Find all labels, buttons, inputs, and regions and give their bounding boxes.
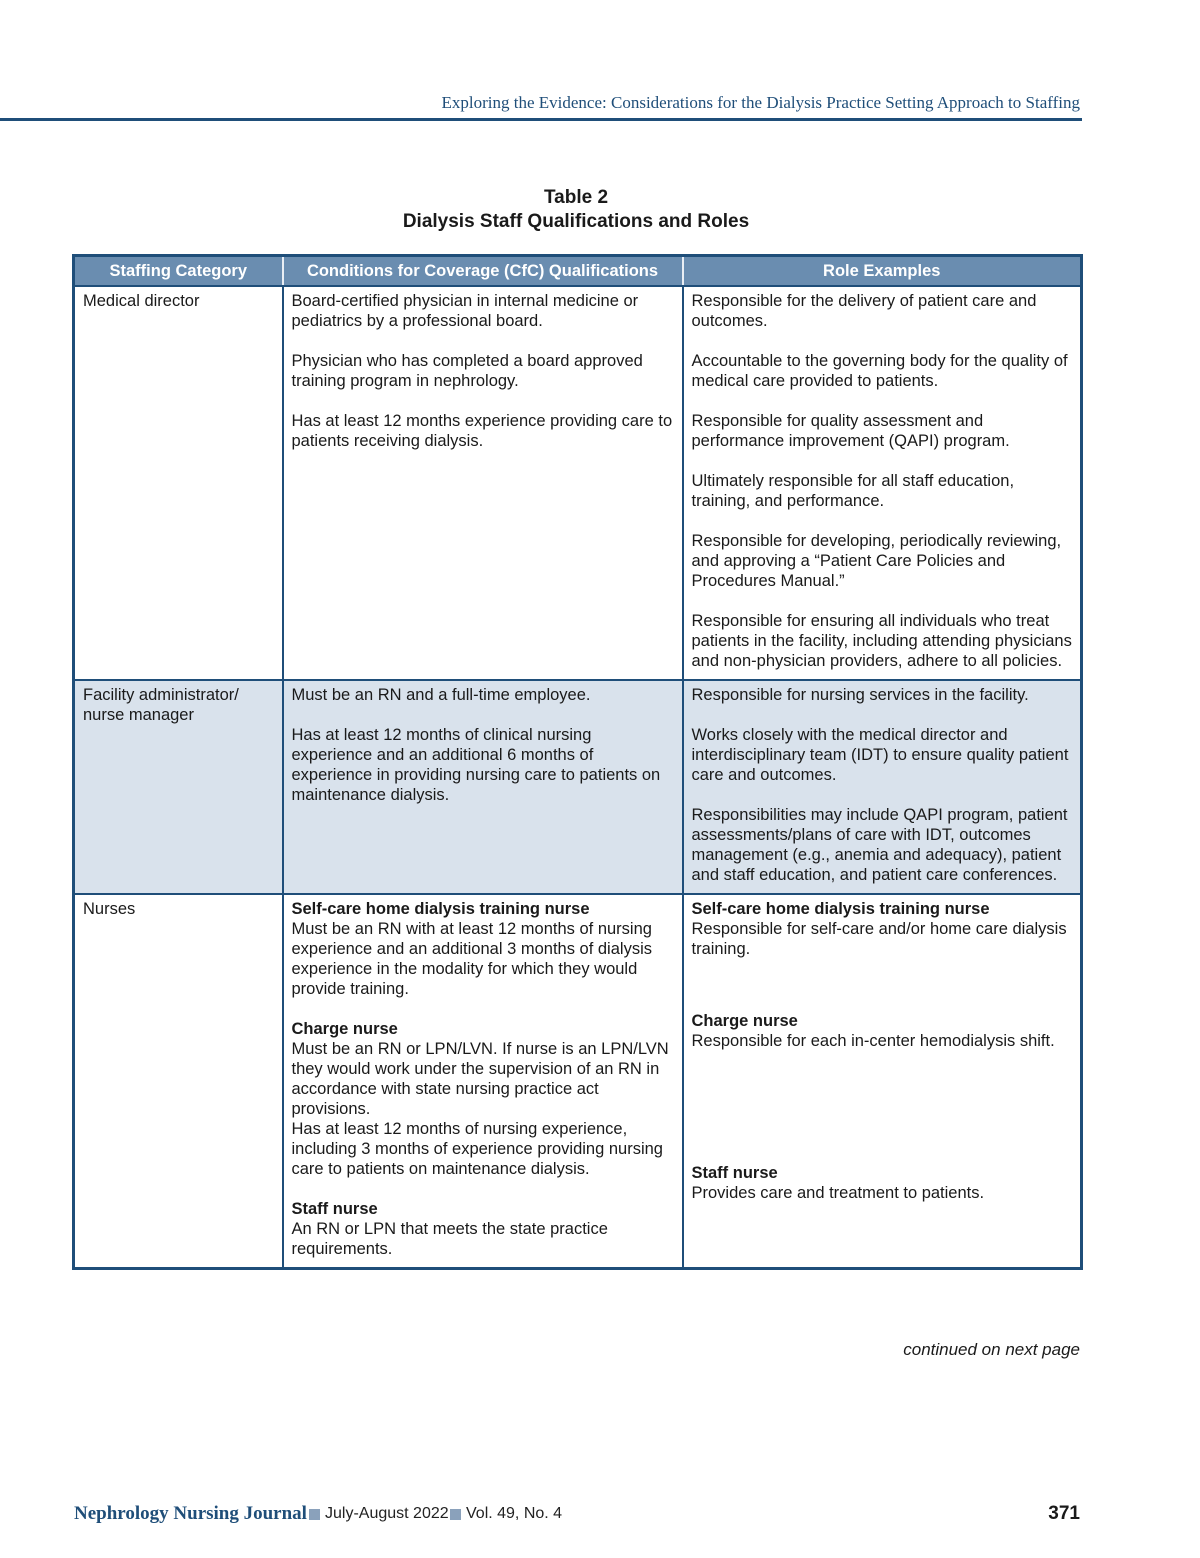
qualification-text: Must be an RN and a full-time employee. bbox=[291, 686, 591, 704]
role-text: Ultimately responsible for all staff education, training, and performance. bbox=[691, 472, 1015, 510]
category-cell: Medical director bbox=[74, 286, 283, 680]
table-caption bbox=[72, 186, 1080, 234]
qualification-block bbox=[292, 1199, 674, 1259]
category-cell: Nurses bbox=[74, 894, 283, 1269]
table-row bbox=[74, 680, 1082, 894]
role-subheading: Self-care home dialysis training nurse bbox=[691, 900, 990, 918]
qualifications-cell bbox=[283, 894, 683, 1269]
role-text: Responsible for each in-center hemodialysis shift. bbox=[691, 1032, 1055, 1050]
role-text: Responsible for developing, periodically reviewing, and approving a “Patient Care Policies and Procedures Manual.” bbox=[691, 532, 1062, 590]
staff-qualifications-table bbox=[72, 254, 1083, 1270]
running-head-rule bbox=[0, 118, 1082, 121]
qualification-text: Has at least 12 months experience providing care to patients receiving dialysis. bbox=[291, 412, 673, 450]
qualifications-cell bbox=[283, 286, 683, 680]
spacer bbox=[692, 1051, 1073, 1163]
separator-square-icon bbox=[450, 1509, 461, 1520]
qualification-text: An RN or LPN that meets the state practice requirements. bbox=[291, 1220, 608, 1258]
header-role-examples: Role Examples bbox=[683, 256, 1082, 287]
qualification-text: Has at least 12 months of nursing experience, including 3 months of experience providing nursing care to patients on maintenance dialysis. bbox=[291, 1120, 663, 1178]
qualification-block bbox=[292, 899, 674, 999]
qualification-text: Must be an RN or LPN/LVN. If nurse is an LPN/LVN they would work under the supervision of an RN in accordance with state nursing practice act provisions. bbox=[291, 1040, 669, 1118]
role-text: Responsibilities may include QAPI program, patient assessments/plans of care with IDT, outcomes management (e.g., anemia and adequacy), patient and staff education, and patient care conferences. bbox=[691, 806, 1068, 884]
header-staffing-category: Staffing Category bbox=[74, 256, 283, 287]
role-block bbox=[692, 1163, 1073, 1203]
volume-number: Vol. 49, No. 4 bbox=[466, 1505, 563, 1522]
spacer bbox=[692, 959, 1073, 1011]
page-number: 371 bbox=[1048, 1503, 1080, 1524]
qualification-text: Board-certified physician in internal medicine or pediatrics by a professional board. bbox=[291, 292, 639, 330]
role-text: Accountable to the governing body for the quality of medical care provided to patients. bbox=[691, 352, 1068, 390]
table-title: Dialysis Staff Qualifications and Roles bbox=[402, 211, 750, 232]
qualification-block bbox=[292, 1019, 674, 1179]
role-text: Works closely with the medical director and interdisciplinary team (IDT) to ensure quality patient care and outcomes. bbox=[691, 726, 1069, 784]
role-text: Responsible for self-care and/or home care dialysis training. bbox=[691, 920, 1067, 958]
journal-name: Nephrology Nursing Journal bbox=[74, 1503, 307, 1524]
running-head: Exploring the Evidence: Considerations for the Dialysis Practice Setting Approach to Staffing bbox=[441, 93, 1080, 112]
roles-cell bbox=[683, 894, 1082, 1269]
role-block bbox=[692, 899, 1073, 959]
header-cfc-qualifications: Conditions for Coverage (CfC) Qualifications bbox=[283, 256, 683, 287]
role-subheading: Charge nurse bbox=[691, 1012, 798, 1030]
qualification-subheading: Staff nurse bbox=[291, 1200, 378, 1218]
continued-note: continued on next page bbox=[903, 1340, 1080, 1359]
roles-cell bbox=[683, 286, 1082, 680]
role-text: Responsible for nursing services in the facility. bbox=[691, 686, 1029, 704]
qualification-text: Has at least 12 months of clinical nursing experience and an additional 6 months of experience in providing nursing care to patients on maintenance dialysis. bbox=[291, 726, 661, 804]
role-text: Responsible for quality assessment and performance improvement (QAPI) program. bbox=[691, 412, 1010, 450]
qualifications-cell bbox=[283, 680, 683, 894]
issue-date: July-August 2022 bbox=[325, 1505, 449, 1522]
separator-square-icon bbox=[309, 1509, 320, 1520]
qualification-subheading: Self-care home dialysis training nurse bbox=[291, 900, 590, 918]
table-row bbox=[74, 894, 1082, 1269]
qualification-text: Physician who has completed a board approved training program in nephrology. bbox=[291, 352, 643, 390]
category-cell: Facility administrator/ nurse manager bbox=[74, 680, 283, 894]
role-text: Provides care and treatment to patients. bbox=[691, 1184, 985, 1202]
table-row bbox=[74, 286, 1082, 680]
page-footer bbox=[74, 1501, 1080, 1531]
table-label: Table 2 bbox=[543, 187, 609, 208]
qualification-text: Must be an RN with at least 12 months of nursing experience and an additional 3 months of dialysis experience in the modality for which they would provide training. bbox=[291, 920, 652, 998]
qualification-subheading: Charge nurse bbox=[291, 1020, 398, 1038]
role-text: Responsible for the delivery of patient care and outcomes. bbox=[691, 292, 1037, 330]
table-header-row bbox=[74, 256, 1082, 287]
role-block bbox=[692, 1011, 1073, 1051]
roles-cell bbox=[683, 680, 1082, 894]
role-text: Responsible for ensuring all individuals who treat patients in the facility, including attending physicians and non-physician providers, adhere to all policies. bbox=[691, 612, 1072, 670]
role-subheading: Staff nurse bbox=[691, 1164, 778, 1182]
